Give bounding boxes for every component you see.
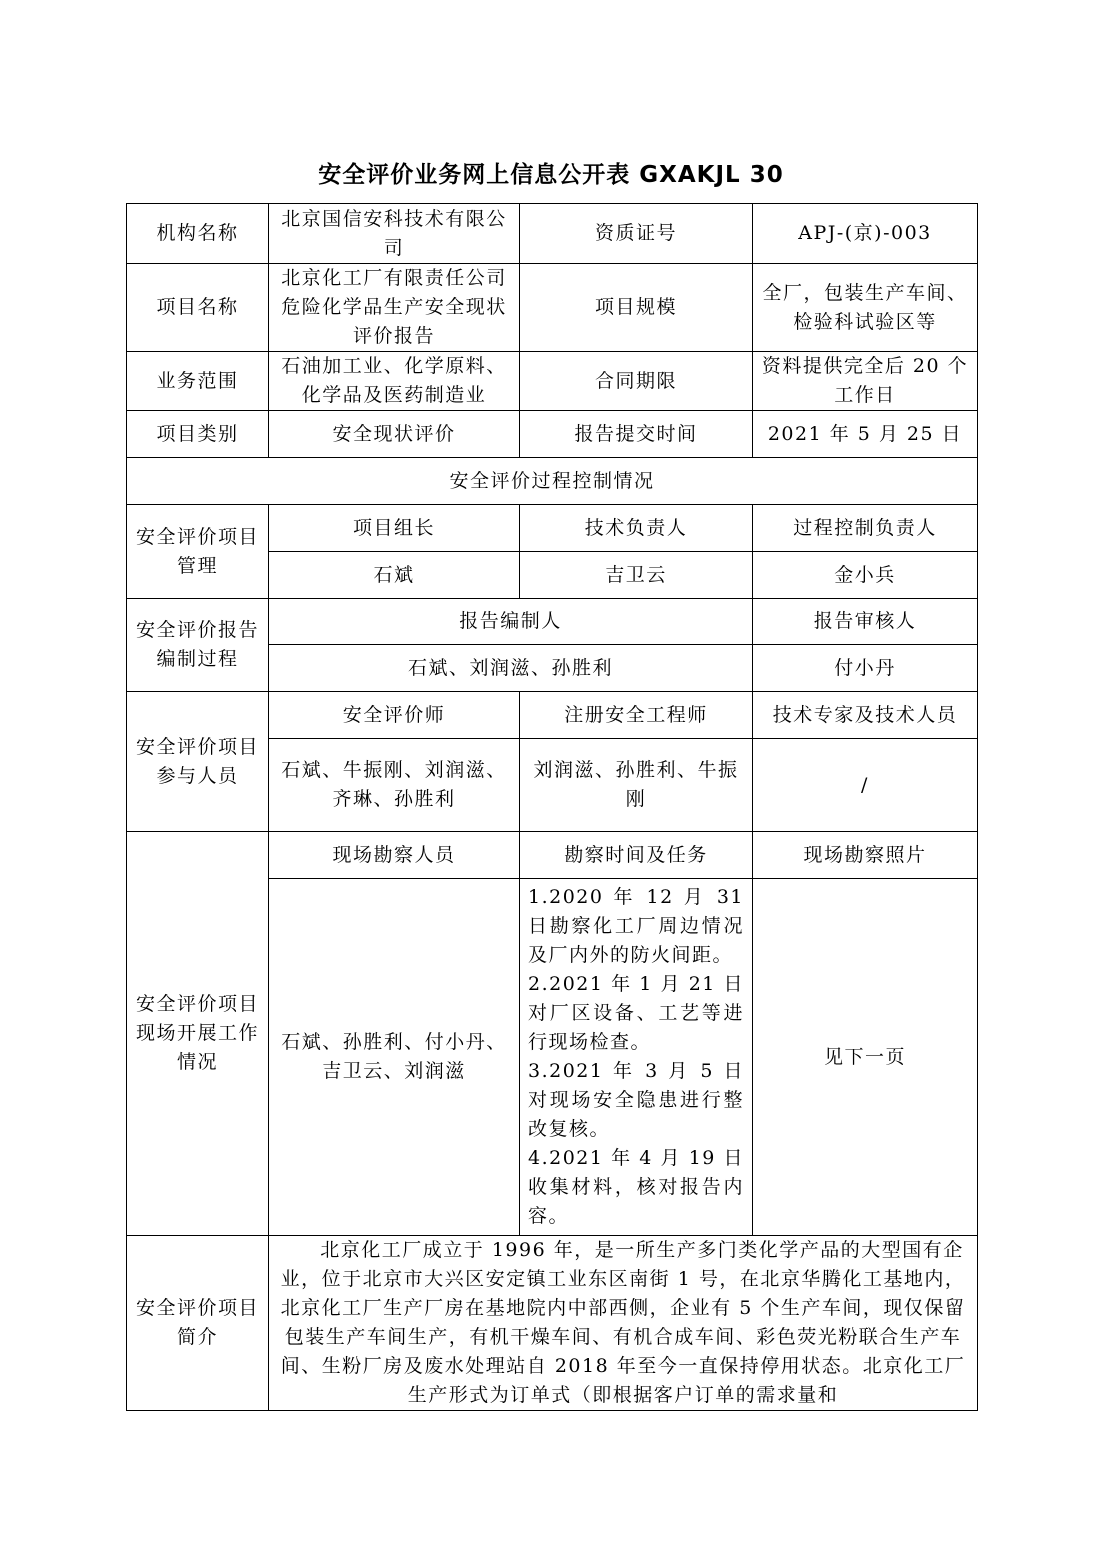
task-item: 3.2021 年 3 月 5 日对现场安全隐患进行整改复核。: [528, 1060, 744, 1140]
project-name-value: 北京化工厂有限责任公司危险化学品生产安全现状评价报告: [269, 264, 520, 352]
report-process-label: 安全评价报告编制过程: [127, 599, 269, 692]
org-name-label: 机构名称: [127, 204, 269, 264]
site-header: 现场勘察照片: [753, 832, 978, 879]
table-row: [127, 832, 978, 879]
project-name-label: 项目名称: [127, 264, 269, 352]
table-row: [127, 204, 978, 264]
contract-term-label: 合同期限: [520, 352, 753, 411]
org-name-value: 北京国信安科技术有限公司: [269, 204, 520, 264]
task-item: 2.2021 年 1 月 21 日对厂区设备、工艺等进行现场检查。: [528, 973, 744, 1053]
project-scale-value: 全厂，包装生产车间、检验科试验区等: [753, 264, 978, 352]
project-intro-label: 安全评价项目简介: [127, 1236, 269, 1411]
site-photos: 见下一页: [753, 879, 978, 1236]
management-value: 金小兵: [753, 552, 978, 599]
site-header: 勘察时间及任务: [520, 832, 753, 879]
project-category-value: 安全现状评价: [269, 411, 520, 458]
disclosure-table: [126, 203, 978, 1411]
table-row: [127, 505, 978, 552]
management-value: 石斌: [269, 552, 520, 599]
task-item: 4.2021 年 4 月 19 日收集材料，核对报告内容。: [528, 1147, 744, 1227]
management-header: 项目组长: [269, 505, 520, 552]
site-personnel: 石斌、孙胜利、付小丹、吉卫云、刘润滋: [269, 879, 520, 1236]
page-title: 安全评价业务网上信息公开表 GXAKJL 30: [318, 162, 784, 188]
submit-time-label: 报告提交时间: [520, 411, 753, 458]
site-work-label: 安全评价项目现场开展工作情况: [127, 832, 269, 1236]
participants-label: 安全评价项目参与人员: [127, 692, 269, 832]
project-scale-label: 项目规模: [520, 264, 753, 352]
report-value: 付小丹: [753, 645, 978, 692]
table-row: [127, 1236, 978, 1411]
license-no-value: APJ-(京)-003: [753, 204, 978, 264]
process-control-header: 安全评价过程控制情况: [127, 458, 978, 505]
participants-value: 石斌、牛振刚、刘润滋、齐琳、孙胜利: [269, 739, 520, 832]
site-tasks: [520, 879, 753, 1236]
table-row: [127, 352, 978, 411]
site-header: 现场勘察人员: [269, 832, 520, 879]
participants-header: 技术专家及技术人员: [753, 692, 978, 739]
project-intro-text: [269, 1236, 978, 1411]
table-row: [127, 264, 978, 352]
management-label: 安全评价项目管理: [127, 505, 269, 599]
business-scope-value: 石油加工业、化学原料、化学品及医药制造业: [269, 352, 520, 411]
participants-value: /: [753, 739, 978, 832]
participants-header: 安全评价师: [269, 692, 520, 739]
intro-paragraph: 北京化工厂成立于 1996 年，是一所生产多门类化学产品的大型国有企业，位于北京市大兴区安定镇工业东区南街 1 号，在北京华腾化工基地内，北京化工厂生产厂房在基地院内中部西侧，企业有 5 个生产车间，现仅保留包装生产车间生产，有机干燥车间、有机合成车间、彩色荧光粉联合生产车间、生粉厂房及废水处理站自 2018 年至今一直保持停用状态。北京化工厂生产形式为订单式（即根据客户订单的需求量和: [280, 1239, 966, 1406]
report-value: 石斌、刘润滋、孙胜利: [269, 645, 753, 692]
task-item: 1.2020 年 12 月 31 日勘察化工厂周边情况及厂内外的防火间距。: [528, 886, 744, 966]
management-header: 技术负责人: [520, 505, 753, 552]
license-no-label: 资质证号: [520, 204, 753, 264]
table-row: [127, 692, 978, 739]
report-header: 报告审核人: [753, 599, 978, 645]
table-row: [127, 599, 978, 645]
business-scope-label: 业务范围: [127, 352, 269, 411]
management-value: 吉卫云: [520, 552, 753, 599]
contract-term-value: 资料提供完全后 20 个工作日: [753, 352, 978, 411]
project-category-label: 项目类别: [127, 411, 269, 458]
table-row: [127, 411, 978, 458]
report-header: 报告编制人: [269, 599, 753, 645]
management-header: 过程控制负责人: [753, 505, 978, 552]
submit-time-value: 2021 年 5 月 25 日: [753, 411, 978, 458]
participants-header: 注册安全工程师: [520, 692, 753, 739]
participants-value: 刘润滋、孙胜利、牛振刚: [520, 739, 753, 832]
table-row: [127, 458, 978, 505]
